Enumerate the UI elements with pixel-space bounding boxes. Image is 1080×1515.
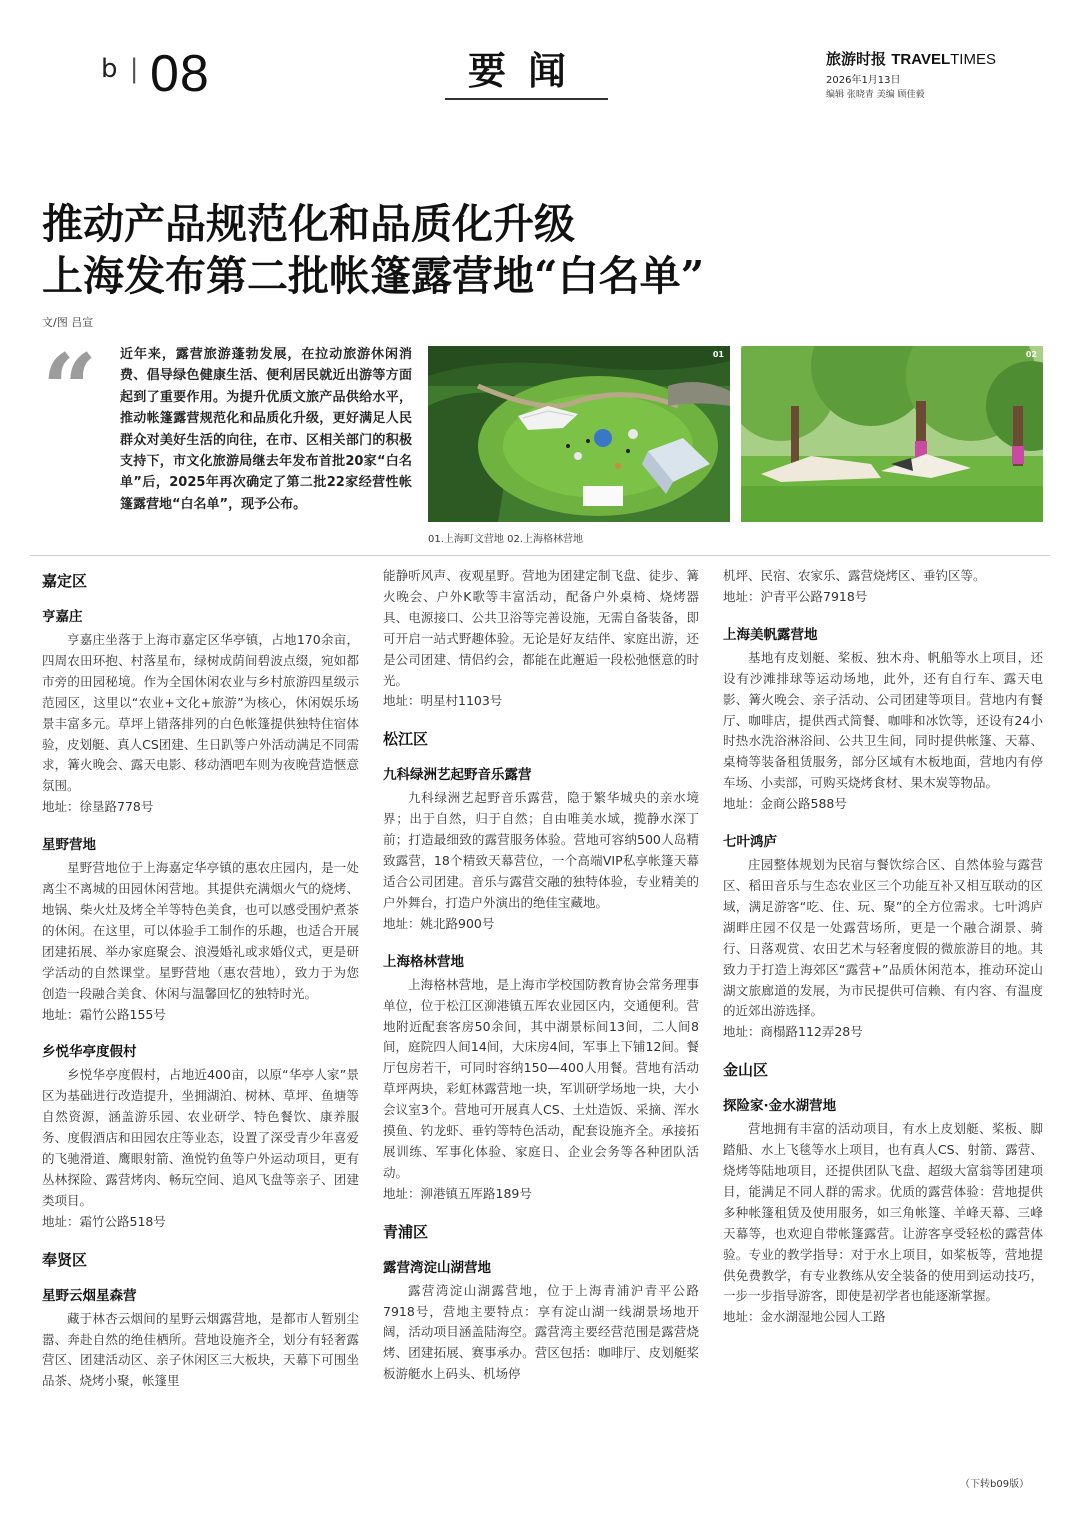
divider xyxy=(30,555,1050,556)
photo-aerial-campsite xyxy=(428,346,730,522)
venue-address: 地址：明星村1103号 xyxy=(383,693,503,709)
venue-address: 地址：商榻路112弄28号 xyxy=(723,1024,863,1040)
lede-paragraph: 近年来，露营旅游蓬勃发展，在拉动旅游休闲消费、倡导绿色健康生活、便利居民就近出游等方面起到了重要作用。为提升优质文旅产品供给水平，推动帐篷露营规范化和品质化升级，更好满足人民群众对美好生活的向往，在市、区相关部门的积极支持下，市文化旅游局继去年发布首批20家“白名单”后，2025年再次确定了第二批22家经营性帐篷露营地“白名单”，现予公布。 xyxy=(120,347,412,512)
venue-description: 乡悦华亭度假村，占地近400亩，以原“华亭人家”景区为基础进行改造提升，坐拥湖泊、树林、草坪、鱼塘等自然资源，涵盖游乐园、农业研学、特色餐饮、康养服务、度假酒店和田园农庄等业态，设置了深受青少年喜爱的飞驰滑道、鹰眼射箭、渔悦钓鱼等户外运动项目，更有丛林探险、露营烤肉、畅玩空间、追风飞盘等亲子、团建类项目。 xyxy=(42,1067,359,1208)
venue-address: 地址：霜竹公路518号 xyxy=(42,1213,166,1229)
section-title: 要闻 xyxy=(467,49,588,93)
brand-en-light: TIMES xyxy=(950,51,996,68)
venue-address: 地址：霜竹公路155号 xyxy=(42,1006,166,1022)
section-rule xyxy=(445,98,608,100)
venue-description: 营地拥有丰富的活动项目，有水上皮划艇、桨板、脚踏船、水上飞毯等水上项目，也有真人CS、射箭、露营、烧烤等陆地项目，还提供团队飞盘、超级大富翁等团建项目，能满足不同人群的需求。优质的露营体验：营地提供多种帐篷租赁及使用服务，如三角帐篷、羊峰天幕、三峰天幕等，也欢迎自带帐篷露营。让游客享受轻松的露营体验。专业的教学指导：对于水上项目，如桨板等，营地提供免费教学，有专业教练从安全装备的使用到运动技巧，一步一步指导游客，即使是初学者也能逐渐掌握。 xyxy=(723,1121,1043,1304)
district-heading: 青浦区 xyxy=(383,1222,429,1241)
venue-name: 乡悦华亭度假村 xyxy=(42,1044,137,1061)
venue-description-continued: 机坪、民宿、农家乐、露营烧烤区、垂钓区等。 xyxy=(723,568,986,583)
venue-address: 地址：姚北路900号 xyxy=(383,915,495,931)
venue-address: 地址：泖港镇五厍路189号 xyxy=(383,1185,532,1201)
venue-name: 星野营地 xyxy=(42,837,96,854)
venue-name: 露营湾淀山湖营地 xyxy=(383,1259,491,1276)
continued-note: （下转b09版） xyxy=(960,1479,1030,1490)
headline-line-1: 推动产品规范化和品质化升级 xyxy=(42,200,575,248)
photo-tag-01: 01 xyxy=(712,350,724,359)
edition-letter: b | xyxy=(101,54,141,84)
quote-mark-icon: “ xyxy=(42,333,98,446)
venue-address: 地址：徐垦路778号 xyxy=(42,799,154,815)
brand-cn: 旅游时报 xyxy=(826,50,887,68)
brand-en-bold: TRAVEL xyxy=(891,51,951,68)
district-heading: 嘉定区 xyxy=(42,572,88,590)
headline xyxy=(42,198,1042,302)
venue-description-continued: 能静听风声、夜观星野。营地为团建定制飞盘、徒步、篝火晚会、户外K歌等丰富活动，配备户外桌椅、烧烤器具、电源接口、公共卫浴等完善设施，无需自备装备，即可开启一站式野趣体验。无论是好友结伴、家庭出游，还是公司团建、情侣约会，都能在此邂逅一段松弛惬意的时光。 xyxy=(383,568,699,688)
headline-line-2: 上海发布第二批帐篷露营地“白名单” xyxy=(42,252,705,300)
venue-address: 地址：金商公路588号 xyxy=(723,796,847,812)
venue-name: 星野云烟星森营 xyxy=(42,1287,137,1304)
venue-description: 上海格林营地，是上海市学校国防教育协会常务理事单位，位于松江区泖港镇五厍农业园区内，交通便利。营地附近配套客房50余间，其中湖景标间13间，二人间8间，庭院四人间14间，大床房4间，军事上下铺12间。餐厅包房若干，可同时容纳150—400人用餐。营地有活动草坪两块，彩虹林露营地一块，军训研学场地一块，大小会议室3个。营地可开展真人CS、土灶造饭、采摘、浑水摸鱼、钓龙虾、垂钓等特色活动，配套设施齐全。承接拓展训练、军事化体验、家庭日、企业会务等各种团队活动。 xyxy=(383,976,699,1180)
venue-address: 地址：沪青平公路7918号 xyxy=(723,588,868,604)
venue-address: 地址：金水湖湿地公园人工路 xyxy=(723,1309,886,1325)
issue-date: 2026年1月13日 xyxy=(826,75,901,86)
venue-description: 庄园整体规划为民宿与餐饮综合区、自然体验与露营区、稻田音乐与生态农业区三个功能互补又相互联动的区域，满足游客“吃、住、玩、聚”的全方位需求。七叶鸿庐湖畔庄园不仅是一处露营场所，更是一个融合湖景、骑行、日落观赏、农田艺术与轻奢度假的微旅游目的地。其致力于打造上海郊区“露营+”品质休闲范本，推动环淀山湖文旅廊道的发展，为市民提供可信赖、有内容、有温度的近郊出游选择。 xyxy=(723,857,1043,1019)
venue-description: 星野营地位于上海嘉定华亭镇的惠农庄园内，是一处离尘不离城的田园休闲营地。其提供充满烟火气的烧烤、地锅、柴火灶及烤全羊等特色美食，也可以感受围炉煮茶的休闲。在这里，可以体验手工制作的乐趣，也适合开展团建拓展、举办家庭聚会、浪漫婚礼或求婚仪式，更是研学活动的自然课堂。星野营地（惠农营地），致力于为您创造一段融合美食、休闲与温馨回忆的独特时光。 xyxy=(42,860,359,1001)
venue-name: 九科绿洲艺起野音乐露营 xyxy=(383,767,532,784)
photo-caption: 01.上海町文营地 02.上海格林营地 xyxy=(428,534,583,545)
venue-name: 上海格林营地 xyxy=(383,953,464,970)
district-heading: 金山区 xyxy=(723,1061,769,1080)
venue-name: 上海美帆露营地 xyxy=(723,626,818,643)
page-number: 08 xyxy=(150,45,210,103)
column-3 xyxy=(723,566,1043,1344)
venue-description: 九科绿洲艺起野音乐露营，隐于繁华城央的亲水境界；出于自然，归于自然；自由唯美水域，揽静水深丁前；打造最细致的露营服务体验。营地可容纳500人岛精致露营，18个精致天幕营位，一个高端VIP私享帐篷天幕适合公司团建。音乐与露营交融的独特体验，专业精美的户外舞台，打造户外演出的绝佳宝藏地。 xyxy=(383,790,699,910)
district-heading: 奉贤区 xyxy=(42,1250,88,1269)
venue-description: 藏于林杏云烟间的星野云烟露营地，是都市人暂别尘嚣、奔赴自然的绝佳栖所。营地设施齐全，划分有轻奢露营区、团建活动区、亲子休闲区三大板块，天幕下可围坐品茶、烧烤小聚，帐篷里 xyxy=(42,1310,359,1389)
venue-name: 亨嘉庄 xyxy=(42,609,83,625)
district-heading: 松江区 xyxy=(383,730,429,749)
editors-credit: 编辑 张晓青 美编 顾佳毅 xyxy=(826,90,925,100)
newspaper-brand xyxy=(826,48,996,69)
edition-separator: | xyxy=(129,54,141,84)
venue-description: 露营湾淀山湖露营地，位于上海青浦沪青平公路7918号，营地主要特点：享有淀山湖一线湖景场地开阔，活动项目涵盖陆海空。露营湾主要经营范围是露营烧烤、团建拓展、赛事承办。营区包括：咖啡厅、皮划艇桨板游艇水上码头、机场停 xyxy=(383,1282,699,1382)
venue-description: 基地有皮划艇、桨板、独木舟、帆船等水上项目，还设有沙滩排球等运动场地，此外，还有自行车、露天电影、篝火晚会、亲子活动、公司团建等项目。营地内有餐厅、咖啡店，提供西式简餐、咖啡和冰饮等，还设有24小时热水洗浴淋浴间、公共卫生间，同时提供帐篷、天幕、桌椅等装备租赁服务，部分区域有木板地面，营地内有停车场、小卖部，可购买烧烤食材、果木炭等物品。 xyxy=(723,649,1043,791)
column-2 xyxy=(383,566,699,1385)
venue-name: 七叶鸿庐 xyxy=(723,834,777,851)
byline: 文/图 吕宣 xyxy=(42,316,94,329)
photo-tag-02: 02 xyxy=(1025,350,1037,359)
venue-name: 探险家·金水湖营地 xyxy=(723,1098,837,1115)
photo-tents-under-trees xyxy=(741,346,1043,522)
column-1 xyxy=(42,566,359,1392)
venue-description: 亨嘉庄坐落于上海市嘉定区华亭镇，占地170余亩，四周农田环抱、村落星布，绿树成荫间碧波点缀，宛如都市旁的田园秘境。作为全国休闲农业与乡村旅游四星级示范园区，这里以“农业+文化+旅游”为核心，休闲娱乐场景丰富多元。草坪上错落排列的白色帐篷提供独特住宿体验，皮划艇、真人CS团建、生日趴等户外活动满足不同需求，篝火晚会、露天电影、移动酒吧车则为夜晚营造惬意氛围。 xyxy=(42,632,359,794)
